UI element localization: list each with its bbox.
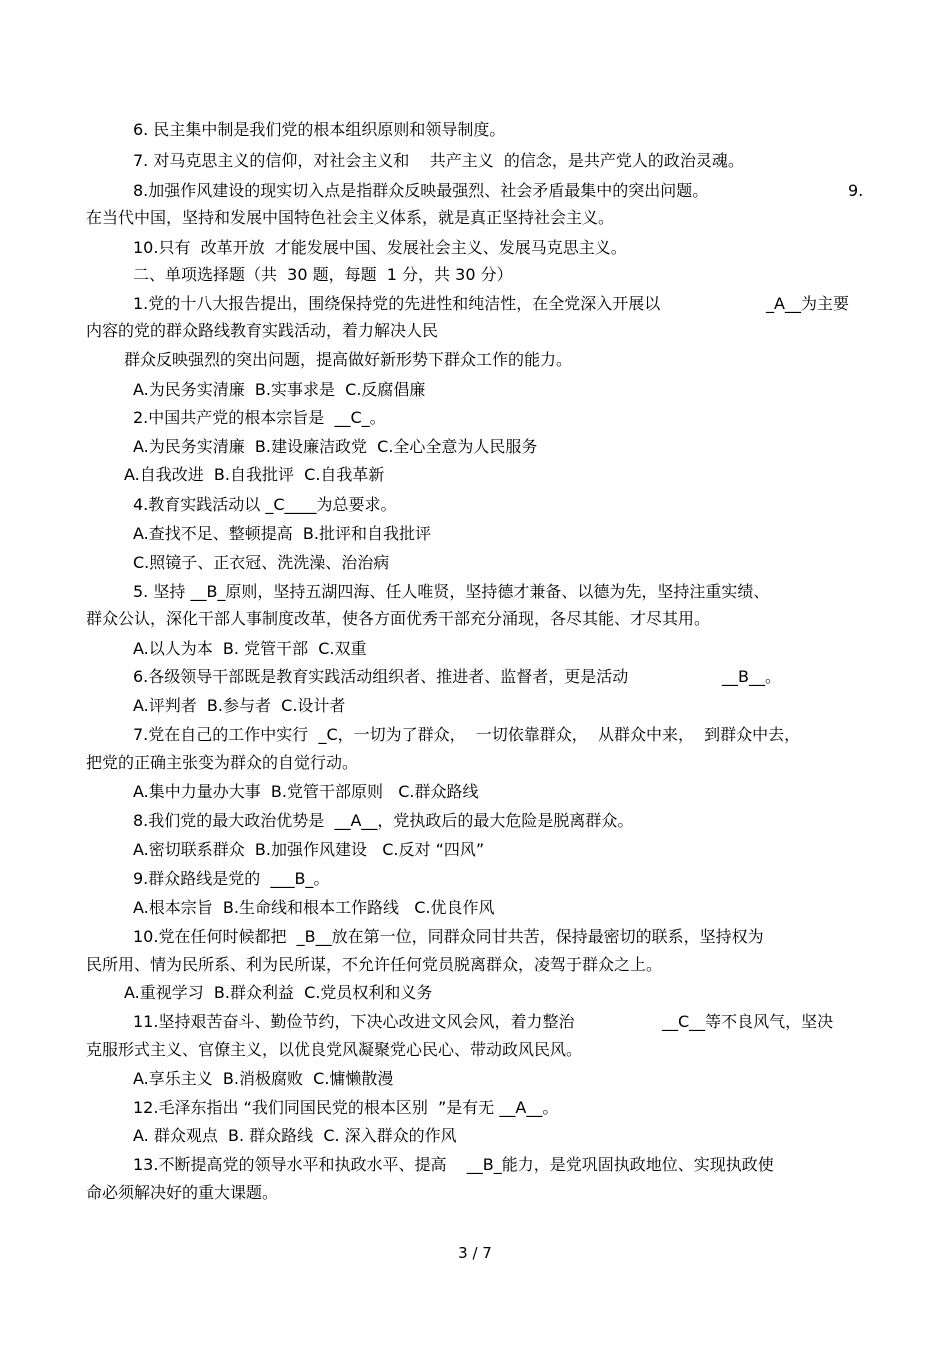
question-text: 10.党在任何时候都把 _B__放在第一位，同群众同甘共苦，保持最密切的联系，坚持权为 <box>133 927 764 946</box>
question-text: 2.中国共产党的根本宗旨是 __C_。 <box>133 408 386 427</box>
question-text: 8.我们党的最大政治优势是 __A__，党执政后的最大危险是脱离群众。 <box>133 811 634 830</box>
answer-options: A.享乐主义 B.消极腐败 C.慵懒散漫 <box>133 1069 394 1088</box>
answer-options: A.以人为本 B. 党管干部 C.双重 <box>133 639 367 658</box>
answer-options: A.根本宗旨 B.生命线和根本工作路线 C.优良作风 <box>133 898 495 917</box>
answer-options: A.查找不足、整顿提高 B.批评和自我批评 <box>133 524 431 543</box>
answer-options: A.评判者 B.参与者 C.设计者 <box>133 696 346 715</box>
question-text: 4.教育实践活动以 _C____为总要求。 <box>133 495 397 514</box>
section-heading: 二、单项选择题（共 30 题，每题 1 分，共 30 分） <box>133 265 513 284</box>
question-text: 把党的正确主张变为群众的自觉行动。 <box>86 753 359 772</box>
text-line: 6. 民主集中制是我们党的根本组织原则和领导制度。 <box>133 120 506 139</box>
question-text: 5. 坚持 __B_原则，坚持五湖四海、任人唯贤，坚持德才兼备、以德为先，坚持注重实绩、 <box>133 582 770 601</box>
text-line: 9. <box>848 181 864 200</box>
question-text: 民所用、情为民所系、利为民所谋，不允许任何党员脱离群众，凌驾于群众之上。 <box>86 955 663 974</box>
question-text: __B__。 <box>722 667 781 686</box>
question-text: 13.不断提高党的领导水平和执政水平、提高 __B_能力，是党巩固执政地位、实现执政使 <box>133 1155 774 1174</box>
question-text: 内容的党的群众路线教育实践活动，着力解决人民 <box>86 321 439 340</box>
answer-options: A.密切联系群众 B.加强作风建设 C.反对 “四风” <box>133 840 485 859</box>
question-text: 1.党的十八大报告提出，围绕保持党的先进性和纯洁性，在全党深入开展以 <box>133 294 661 313</box>
answer-options: A.为民务实清廉 B.实事求是 C.反腐倡廉 <box>133 380 426 399</box>
page-number: 3 / 7 <box>458 1244 492 1262</box>
answer-options: A. 群众观点 B. 群众路线 C. 深入群众的作风 <box>133 1126 457 1145</box>
answer-options: C.照镜子、正衣冠、洗洗澡、治治病 <box>133 553 390 572</box>
question-text: 9.群众路线是党的 ___B_。 <box>133 869 330 888</box>
answer-options: A.集中力量办大事 B.党管干部原则 C.群众路线 <box>133 782 479 801</box>
question-text: 6.各级领导干部既是教育实践活动组织者、推进者、监督者，更是活动 <box>133 667 629 686</box>
question-text: 7.党在自己的工作中实行 _C，一切为了群众， 一切依靠群众， 从群众中来， 到群众中去， <box>133 725 801 744</box>
answer-options: A.为民务实清廉 B.建设廉洁政党 C.全心全意为人民服务 <box>133 437 538 456</box>
answer-options: A.自我改进 B.自我批评 C.自我革新 <box>124 465 385 484</box>
question-text: __C__等不良风气，坚决 <box>662 1012 834 1031</box>
text-line: 10.只有 改革开放 才能发展中国、发展社会主义、发展马克思主义。 <box>133 238 627 257</box>
text-line: 8.加强作风建设的现实切入点是指群众反映最强烈、社会矛盾最集中的突出问题。 <box>133 181 709 200</box>
question-text: 11.坚持艰苦奋斗、勤俭节约，下决心改进文风会风，着力整治 <box>133 1012 575 1031</box>
question-text: 12.毛泽东指出 “我们同国民党的根本区别 ”是有无 __A__。 <box>133 1098 559 1117</box>
text-line: 在当代中国，坚持和发展中国特色社会主义体系，就是真正坚持社会主义。 <box>86 208 615 227</box>
answer-options: A.重视学习 B.群众利益 C.党员权利和义务 <box>124 983 433 1002</box>
question-text: _A__为主要 <box>766 294 849 313</box>
question-text: 命必须解决好的重大课题。 <box>86 1183 279 1202</box>
text-line: 7. 对马克思主义的信仰，对社会主义和 共产主义 的信念，是共产党人的政治灵魂。 <box>133 151 744 170</box>
question-text: 群众公认，深化干部人事制度改革，使各方面优秀干部充分涌现，各尽其能、才尽其用。 <box>86 609 711 628</box>
question-text: 克服形式主义、官僚主义，以优良党风凝聚党心民心、带动政风民风。 <box>86 1040 583 1059</box>
question-text: 群众反映强烈的突出问题，提高做好新形势下群众工作的能力。 <box>124 350 573 369</box>
